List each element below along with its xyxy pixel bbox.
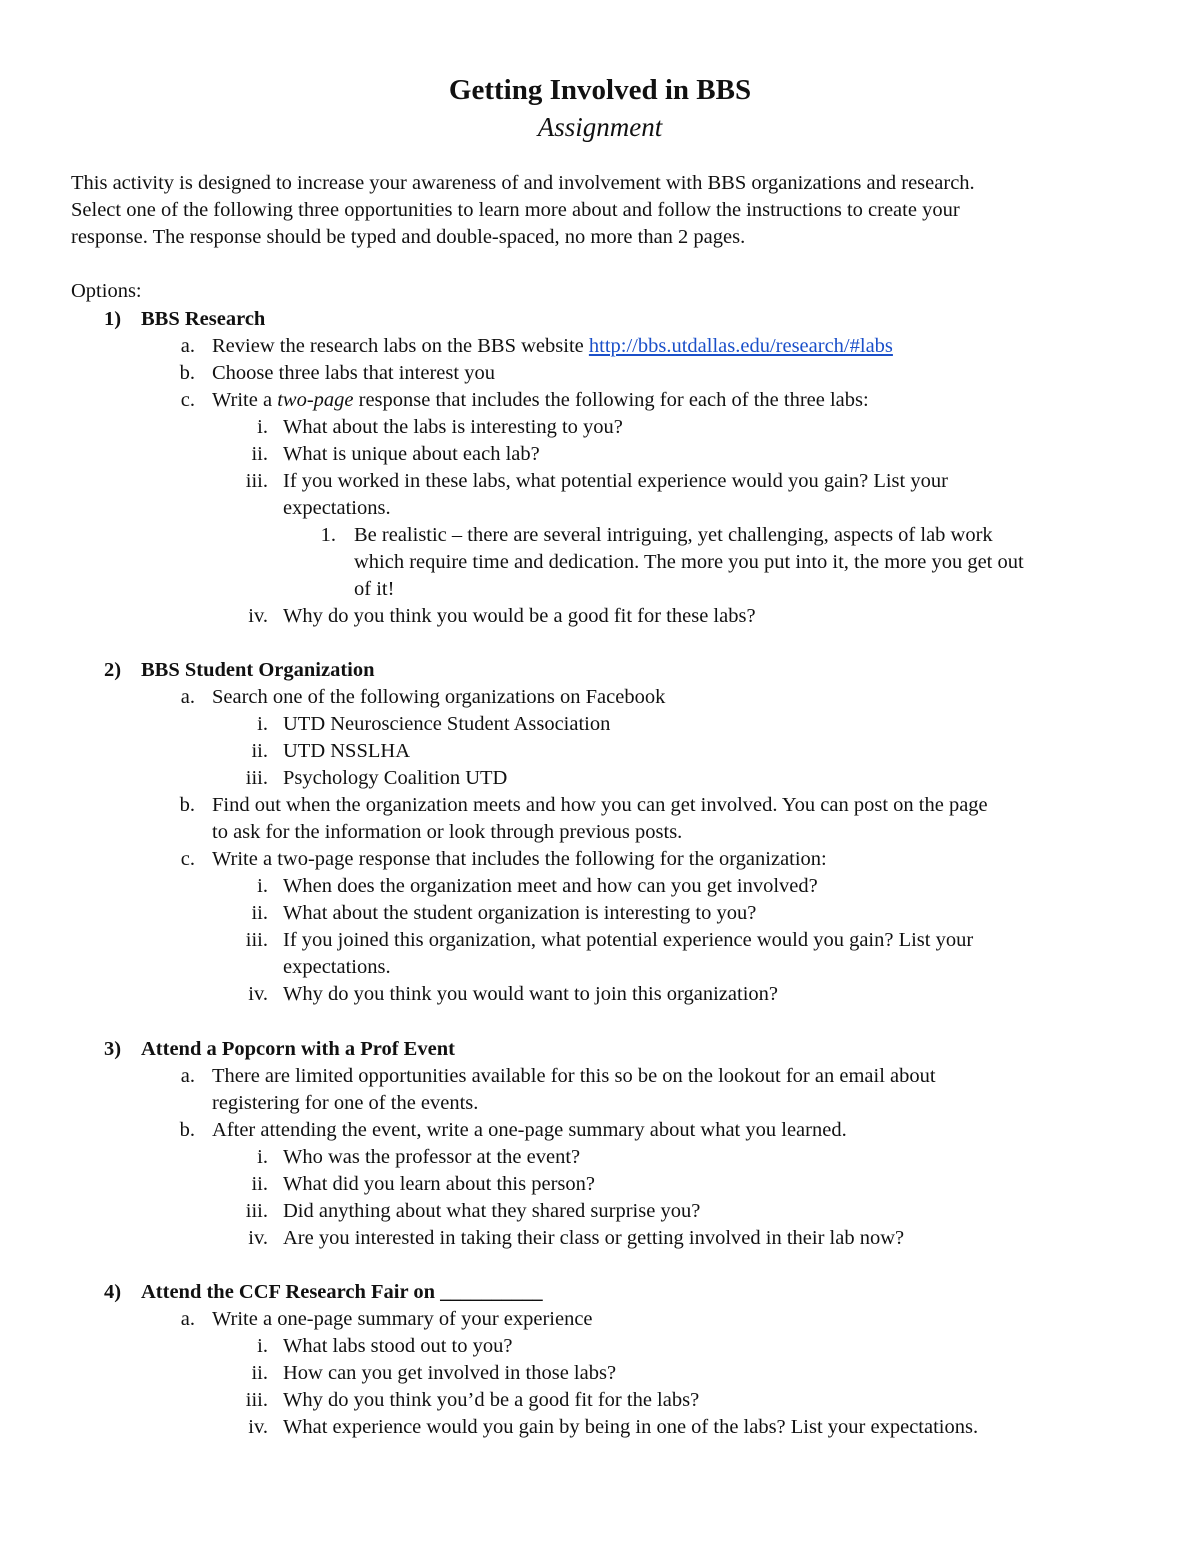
s2-c-text: Write a two-page response that includes the following for the organization:: [212, 848, 827, 870]
s4-iii-label: iii.: [245, 1389, 268, 1411]
section-2-title: BBS Student Organization: [141, 659, 375, 681]
s2-a-text: Search one of the following organizations on Facebook: [212, 686, 666, 708]
s3-b-label: b.: [179, 1119, 195, 1141]
s2-c-iv-text: Why do you think you would want to join this organization?: [283, 983, 778, 1005]
s4-iii-text: Why do you think you’d be a good fit for the labs?: [283, 1389, 700, 1411]
s1-iv-label: iv.: [248, 605, 268, 627]
s3-ii-label: ii.: [251, 1173, 268, 1195]
s1-b-text: Choose three labs that interest you: [212, 362, 495, 384]
s4-iv-label: iv.: [248, 1416, 268, 1438]
s1-iii-line-2: expectations.: [283, 497, 391, 519]
s3-b-text: After attending the event, write a one-page summary about what you learned.: [212, 1119, 847, 1141]
section-2-number: 2): [104, 659, 122, 681]
bbs-research-labs-link[interactable]: http://bbs.utdallas.edu/research/#labs: [588, 335, 893, 357]
section-3-title: Attend a Popcorn with a Prof Event: [141, 1038, 455, 1060]
section-4-title: Attend the CCF Research Fair on __________: [141, 1281, 543, 1303]
section-4-number: 4): [104, 1281, 122, 1303]
s1-c-label: c.: [180, 389, 195, 411]
s2-c-ii-text: What about the student organization is interesting to you?: [283, 902, 757, 924]
s1-n1-line-3: of it!: [354, 578, 395, 600]
s1-ii-label: ii.: [251, 443, 268, 465]
s3-i-label: i.: [257, 1146, 268, 1168]
s4-iv-text: What experience would you gain by being in one of the labs? List your expectations.: [283, 1416, 979, 1438]
s2-c-ii-label: ii.: [251, 902, 268, 924]
section-3-number: 3): [104, 1038, 122, 1060]
s1-a-item: [212, 333, 893, 360]
s1-c-item: [212, 387, 869, 414]
s2-b-line-1: Find out when the organization meets and how you can get involved. You can post on the page: [212, 794, 988, 816]
s2-a-iii-text: Psychology Coalition UTD: [283, 767, 508, 789]
s1-i-text: What about the labs is interesting to you?: [283, 416, 623, 438]
section-1-title: BBS Research: [141, 308, 266, 330]
s1-n1-label: 1.: [320, 524, 336, 546]
s2-b-line-2: to ask for the information or look through previous posts.: [212, 821, 683, 843]
s1-i-label: i.: [257, 416, 268, 438]
section-1-number: 1): [104, 308, 122, 330]
s1-c-emphasis: two-page: [277, 389, 354, 411]
s3-iii-label: iii.: [245, 1200, 268, 1222]
s2-a-i-text: UTD Neuroscience Student Association: [283, 713, 611, 735]
s2-a-ii-label: ii.: [251, 740, 268, 762]
page-title: Getting Involved in BBS: [448, 74, 752, 106]
s4-ii-label: ii.: [251, 1362, 268, 1384]
s2-c-label: c.: [180, 848, 195, 870]
s4-ii-text: How can you get involved in those labs?: [283, 1362, 617, 1384]
s2-c-i-label: i.: [257, 875, 268, 897]
s4-i-label: i.: [257, 1335, 268, 1357]
s2-c-i-text: When does the organization meet and how can you get involved?: [283, 875, 818, 897]
s1-iii-label: iii.: [245, 470, 268, 492]
s3-iv-text: Are you interested in taking their class or getting involved in their lab now?: [283, 1227, 905, 1249]
s2-a-ii-text: UTD NSSLHA: [283, 740, 410, 762]
s3-a-label: a.: [180, 1065, 195, 1087]
s1-n1-line-1: Be realistic – there are several intriguing, yet challenging, aspects of lab work: [354, 524, 993, 546]
s2-c-iii-line-1: If you joined this organization, what potential experience would you gain? List your: [283, 929, 974, 951]
s2-a-i-label: i.: [257, 713, 268, 735]
s2-c-iv-label: iv.: [248, 983, 268, 1005]
s1-ii-text: What is unique about each lab?: [283, 443, 540, 465]
s2-c-iii-line-2: expectations.: [283, 956, 391, 978]
s1-iv-text: Why do you think you would be a good fit for these labs?: [283, 605, 756, 627]
s3-ii-text: What did you learn about this person?: [283, 1173, 595, 1195]
options-label: Options:: [71, 280, 142, 302]
s4-a-label: a.: [180, 1308, 195, 1330]
s4-i-text: What labs stood out to you?: [283, 1335, 513, 1357]
s3-i-text: Who was the professor at the event?: [283, 1146, 581, 1168]
intro-line-1: This activity is designed to increase your awareness of and involvement with BBS organizations and research.: [71, 172, 975, 194]
s2-b-label: b.: [179, 794, 195, 816]
s3-iv-label: iv.: [248, 1227, 268, 1249]
s1-c-pre: Write a: [212, 389, 278, 411]
s1-b-label: b.: [179, 362, 195, 384]
s1-a-label: a.: [180, 335, 195, 357]
s4-a-text: Write a one-page summary of your experience: [212, 1308, 593, 1330]
s1-iii-line-1: If you worked in these labs, what potential experience would you gain? List your: [283, 470, 948, 492]
page-subtitle: Assignment: [537, 112, 663, 142]
s1-n1-line-2: which require time and dedication. The more you put into it, the more you get out: [354, 551, 1024, 573]
intro-line-2: Select one of the following three opportunities to learn more about and follow the instructions to create your: [71, 199, 960, 221]
s3-a-line-1: There are limited opportunities available for this so be on the lookout for an email about: [212, 1065, 936, 1087]
s3-a-line-2: registering for one of the events.: [212, 1092, 479, 1114]
s2-a-iii-label: iii.: [245, 767, 268, 789]
intro-line-3: response. The response should be typed and double-spaced, no more than 2 pages.: [71, 226, 746, 248]
s1-c-post: response that includes the following for each of the three labs:: [353, 389, 869, 411]
s2-a-label: a.: [180, 686, 195, 708]
s2-c-iii-label: iii.: [245, 929, 268, 951]
s1-a-text: Review the research labs on the BBS website: [212, 335, 589, 357]
s3-iii-text: Did anything about what they shared surprise you?: [283, 1200, 701, 1222]
